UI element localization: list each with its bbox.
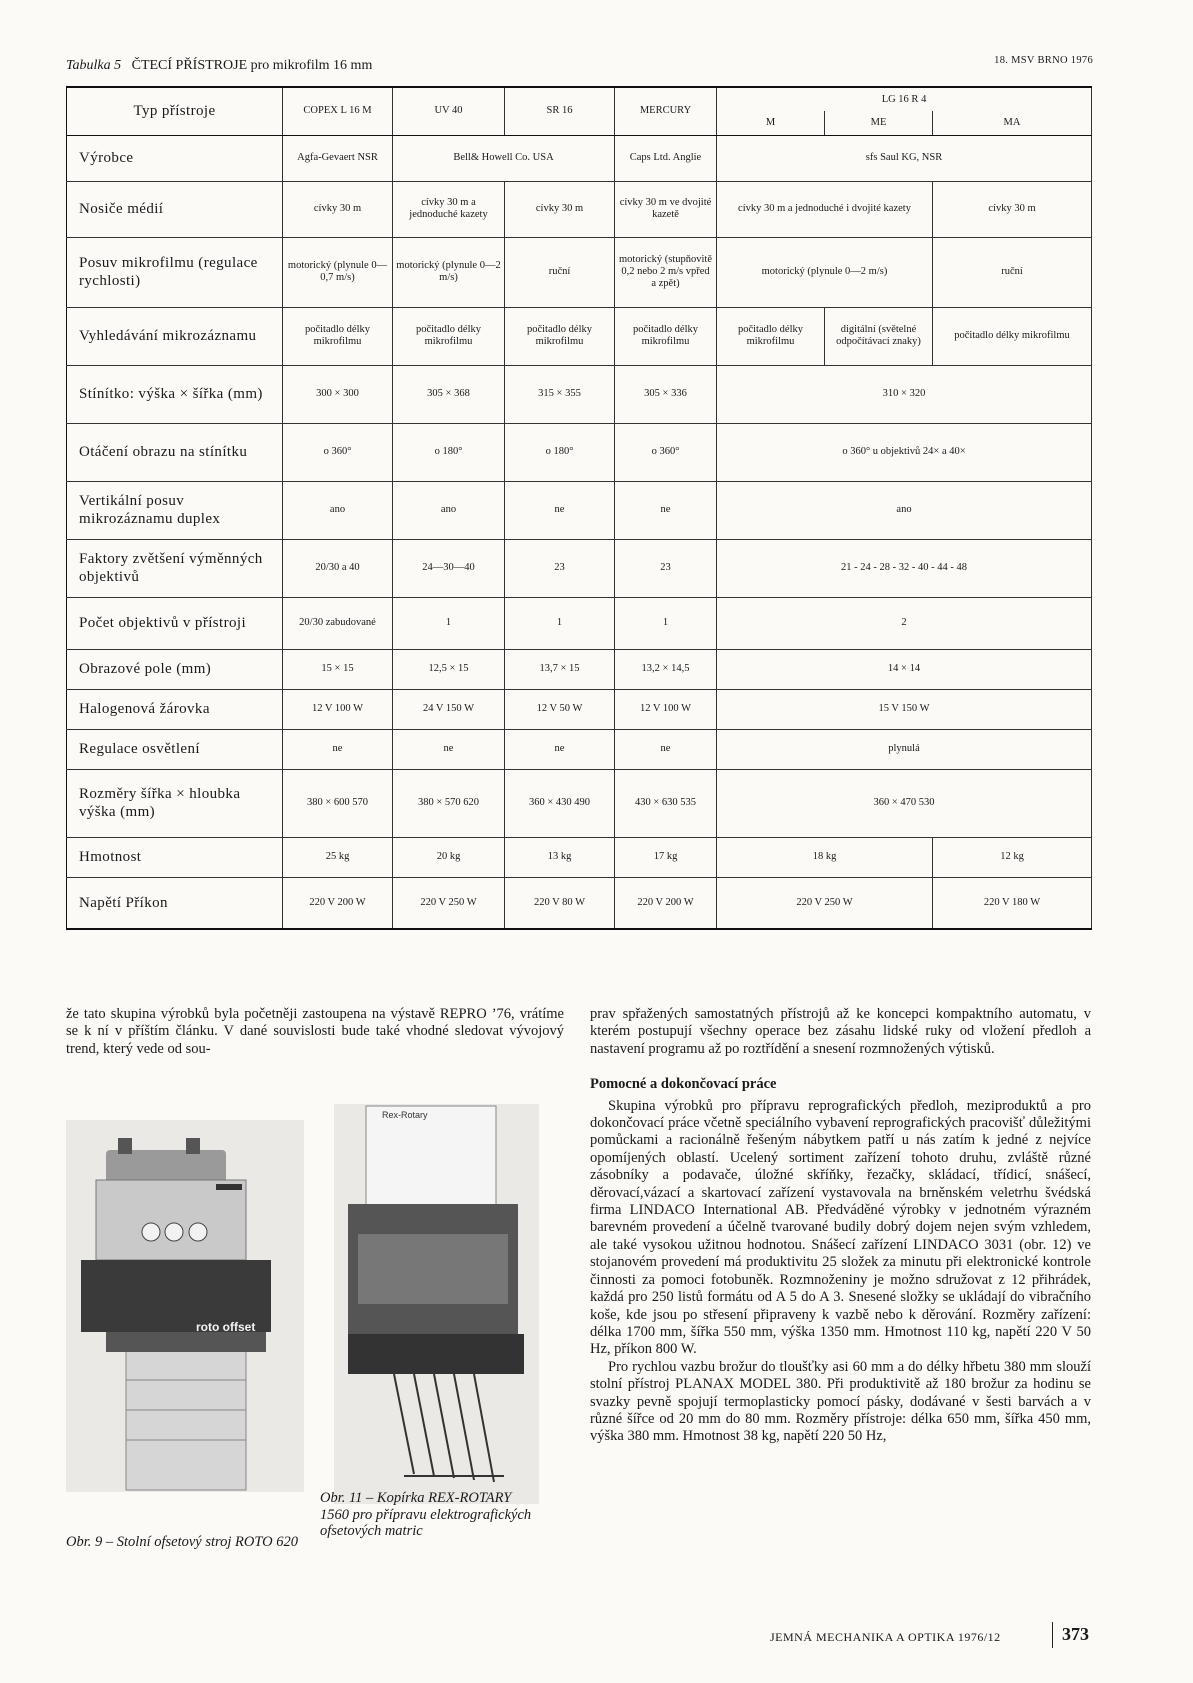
figure-roto-offset-photo: [66, 1120, 304, 1492]
table-cell: Caps Ltd. Anglie: [615, 135, 717, 181]
table-cell: cívky 30 m: [283, 181, 393, 237]
paragraph: že tato skupina výrobků byla početněji zastoupena na výstavě REPRO ’76, vrátíme se k ní v příštím článku. V dané souvislosti bude také vhodné sledovat vývojový trend, který vede od sou-: [66, 1006, 564, 1057]
table-cell: 23: [615, 539, 717, 597]
table-row: [67, 481, 1092, 539]
rex-rotary-label: Rex-Rotary: [382, 1110, 428, 1120]
table-cell: 23: [505, 539, 615, 597]
table-row: [67, 877, 1092, 929]
table-row: [67, 769, 1092, 837]
table-cell: počitadlo délky mikrofilmu: [505, 307, 615, 365]
text-column-left: [66, 1006, 564, 1058]
table-cell: počitadlo délky mikrofilmu: [615, 307, 717, 365]
table-cell: 380 × 570 620: [393, 769, 505, 837]
table-cell: o 180°: [505, 423, 615, 481]
row-label: Obrazové pole (mm): [67, 649, 283, 689]
table-cell: 1: [505, 597, 615, 649]
table-cell: 300 × 300: [283, 365, 393, 423]
text-column-right: [590, 1006, 1091, 1446]
table-cell: 2: [717, 597, 1092, 649]
row-label: Posuv mikrofilmu (regulace rychlosti): [67, 237, 283, 307]
table-cell: 305 × 336: [615, 365, 717, 423]
table-cell: 305 × 368: [393, 365, 505, 423]
header-lg-m: M: [717, 111, 825, 135]
table-cell: motorický (plynule 0—2 m/s): [393, 237, 505, 307]
row-label: Nosiče médií: [67, 181, 283, 237]
table-cell: 310 × 320: [717, 365, 1092, 423]
figure-9-caption: Obr. 9 – Stolní ofsetový stroj ROTO 620: [66, 1534, 299, 1550]
table-row: [67, 181, 1092, 237]
table-cell: Agfa-Gevaert NSR: [283, 135, 393, 181]
table-cell: 13,2 × 14,5: [615, 649, 717, 689]
table-cell: ano: [717, 481, 1092, 539]
table-cell: ruční: [505, 237, 615, 307]
table-cell: 18 kg: [717, 837, 933, 877]
table-cell: 12 kg: [933, 837, 1092, 877]
table-cell: 360 × 430 490: [505, 769, 615, 837]
rex-rotary-illustration: [334, 1104, 539, 1504]
row-label: Halogenová žárovka: [67, 689, 283, 729]
table-row: [67, 365, 1092, 423]
table-cell: 315 × 355: [505, 365, 615, 423]
table-cell: motorický (stupňovitě 0,2 nebo 2 m/s vpřed a zpět): [615, 237, 717, 307]
row-label: Výrobce: [67, 135, 283, 181]
table-cell: cívky 30 m: [505, 181, 615, 237]
table-cell: motorický (plynule 0—2 m/s): [717, 237, 933, 307]
figure-rex-rotary-photo: [334, 1104, 539, 1504]
table-cell: cívky 30 m: [933, 181, 1092, 237]
table-row: [67, 423, 1092, 481]
header-lg-me: ME: [825, 111, 933, 135]
table-cell: počitadlo délky mikrofilmu: [933, 307, 1092, 365]
table-cell: o 180°: [393, 423, 505, 481]
table-cell: 20/30 zabudované: [283, 597, 393, 649]
table-cell: 15 × 15: [283, 649, 393, 689]
table-cell: 21 - 24 - 28 - 32 - 40 - 44 - 48: [717, 539, 1092, 597]
table-row: [67, 729, 1092, 769]
table-cell: 13,7 × 15: [505, 649, 615, 689]
table-row: [67, 649, 1092, 689]
table-cell: ruční: [933, 237, 1092, 307]
row-label: Regulace osvětlení: [67, 729, 283, 769]
table-cell: 15 V 150 W: [717, 689, 1092, 729]
row-label: Rozměry šířka × hloubka výška (mm): [67, 769, 283, 837]
roto-offset-logo-text: roto offset: [196, 1320, 256, 1334]
table-cell: 220 V 80 W: [505, 877, 615, 929]
table-cell: počitadlo délky mikrofilmu: [717, 307, 825, 365]
table-cell: počitadlo délky mikrofilmu: [283, 307, 393, 365]
spec-table: [66, 86, 1092, 930]
table-caption: [66, 58, 372, 74]
table-cell: ne: [615, 481, 717, 539]
table-cell: 1: [393, 597, 505, 649]
table-cell: 430 × 630 535: [615, 769, 717, 837]
table-cell: 220 V 180 W: [933, 877, 1092, 929]
row-label: Vertikální posuv mikrozáznamu duplex: [67, 481, 283, 539]
table-cell: 25 kg: [283, 837, 393, 877]
table-cell: 12,5 × 15: [393, 649, 505, 689]
figure-11-caption: Obr. 11 – Kopírka REX-ROTARY 1560 pro přípravu elektrografických ofsetových matric: [320, 1490, 532, 1539]
table-cell: o 360°: [283, 423, 393, 481]
table-cell: plynulá: [717, 729, 1092, 769]
table-row: [67, 689, 1092, 729]
row-label: Stínítko: výška × šířka (mm): [67, 365, 283, 423]
table-cell: 14 × 14: [717, 649, 1092, 689]
row-label: Vyhledávání mikrozáznamu: [67, 307, 283, 365]
table-cell: 12 V 50 W: [505, 689, 615, 729]
row-label: Hmotnost: [67, 837, 283, 877]
header-mercury: MERCURY: [615, 87, 717, 135]
table-cell: motorický (plynule 0—0,7 m/s): [283, 237, 393, 307]
table-cell: 13 kg: [505, 837, 615, 877]
source-note: 18. MSV BRNO 1976: [994, 55, 1093, 66]
paragraph: Pro rychlou vazbu brožur do tloušťky asi 60 mm a do délky hřbetu 380 mm slouží stolní přístroj PLANAX MODEL 380. Při produktivitě až 180 brožur za hodinu se svazky pevně spojují termoplasticky pomocí pásky, dodávané v šesti barvách a v různé šířce od 20 mm do 80 mm. Rozměry přístroje: délka 650 mm, šířka 450 mm, výška 380 mm. Hmotnost 38 kg, napětí 220 50 Hz,: [590, 1358, 1091, 1445]
table-cell: počitadlo délky mikrofilmu: [393, 307, 505, 365]
table-cell: 220 V 250 W: [717, 877, 933, 929]
table-cell: 220 V 200 W: [283, 877, 393, 929]
paragraph: prav spřažených samostatných přístrojů až ke koncepci kompaktního automatu, v kterém postupují všechny operace bez zásahu lidské ruky od vložení předloh a nastavení programu až po roztřídění a snesení rozmnožených výtisků.: [590, 1006, 1091, 1057]
table-cell: ne: [505, 729, 615, 769]
table-cell: 12 V 100 W: [283, 689, 393, 729]
paragraph: Skupina výrobků pro přípravu reprografických předloh, meziproduktů a pro dokončovací práce včetně speciálního vybavení reprografických pracovišť důležitými pomůckami a racionálně řešeným nábytkem patří u nás zatím k jedné z nejvíce opomíjených oblastí. Ucelený sortiment zařízení tohoto druhu, zvláště různé zásobníky a podavače, úložné skříňky, řezačky, skládací, třídicí, snášecí, děrovací,vázací a skartovací zařízení vystavovala na brněnském veletrhu švédská firma LINDACO International AB. Předváděné výrobky v jednotném výrazném barevném provedení a účelně tvarované budily dobrý dojem nejen svým vzhledem, ale také vysokou užitnou hodnotou. Snášecí zařízení LINDACO 3031 (obr. 12) ve stojanovém provedení má produktivitu 25 složek za minutu při elektronické kontrole činnosti za pomoci fotobuněk. Rozmnoženiny je možno sdružovat z 12 přihrádek, každá pro 250 listů formátu od A 5 do A 3. Snesené složky se ukládají do vibračního koše, kde jsou po střesení připraveny k vazbě nebo k děrování. Rozměry zařízení: délka 1700 mm, šířka 550 mm, výška 1350 mm. Hmotnost 110 kg, napětí 220 V 50 Hz, příkon 800 W.: [590, 1097, 1091, 1358]
table-cell: 12 V 100 W: [615, 689, 717, 729]
row-label: Otáčení obrazu na stínítku: [67, 423, 283, 481]
table-cell: ano: [393, 481, 505, 539]
table-cell: ne: [505, 481, 615, 539]
roto-offset-illustration: [66, 1120, 304, 1492]
table-cell: o 360°: [615, 423, 717, 481]
table-label: Tabulka 5: [66, 58, 122, 73]
footer-divider: [1052, 1622, 1053, 1648]
table-cell: ne: [283, 729, 393, 769]
row-label: Počet objektivů v přístroji: [67, 597, 283, 649]
table-cell: 20 kg: [393, 837, 505, 877]
table-cell: cívky 30 m ve dvojité kazetě: [615, 181, 717, 237]
section-heading: Pomocné a dokončovací práce: [590, 1076, 777, 1093]
table-cell: digitální (světelné odpočítávací znaky): [825, 307, 933, 365]
header-lg-ma: MA: [933, 111, 1092, 135]
table-cell: 24—30—40: [393, 539, 505, 597]
table-row: [67, 539, 1092, 597]
table-cell: o 360° u objektivů 24× a 40×: [717, 423, 1092, 481]
table-cell: 1: [615, 597, 717, 649]
table-row: [67, 837, 1092, 877]
table-cell: ne: [393, 729, 505, 769]
table-row: [67, 237, 1092, 307]
table-title: ČTECÍ PŘÍSTROJE pro mikrofilm 16 mm: [131, 58, 373, 73]
table-row: [67, 597, 1092, 649]
header-type: Typ přístroje: [67, 87, 283, 135]
table-cell: ne: [615, 729, 717, 769]
table-cell: 20/30 a 40: [283, 539, 393, 597]
table-cell: 380 × 600 570: [283, 769, 393, 837]
table-cell: 24 V 150 W: [393, 689, 505, 729]
header-copex: COPEX L 16 M: [283, 87, 393, 135]
table-cell: 220 V 200 W: [615, 877, 717, 929]
table-cell: cívky 30 m a jednoduché kazety: [393, 181, 505, 237]
row-label: Napětí Příkon: [67, 877, 283, 929]
table-cell: 17 kg: [615, 837, 717, 877]
table-cell: sfs Saul KG, NSR: [717, 135, 1092, 181]
page-number: 373: [1062, 1624, 1089, 1644]
table-cell: 220 V 250 W: [393, 877, 505, 929]
table-cell: Bell& Howell Co. USA: [393, 135, 615, 181]
table-row: [67, 135, 1092, 181]
row-label: Faktory zvětšení výměnných objektivů: [67, 539, 283, 597]
header-sr16: SR 16: [505, 87, 615, 135]
table-row: [67, 307, 1092, 365]
header-uv40: UV 40: [393, 87, 505, 135]
journal-name: JEMNÁ MECHANIKA A OPTIKA 1976/12: [770, 1630, 1001, 1644]
table-cell: 360 × 470 530: [717, 769, 1092, 837]
table-cell: cívky 30 m a jednoduché i dvojité kazety: [717, 181, 933, 237]
header-lg16r4: LG 16 R 4: [717, 87, 1092, 111]
table-cell: ano: [283, 481, 393, 539]
